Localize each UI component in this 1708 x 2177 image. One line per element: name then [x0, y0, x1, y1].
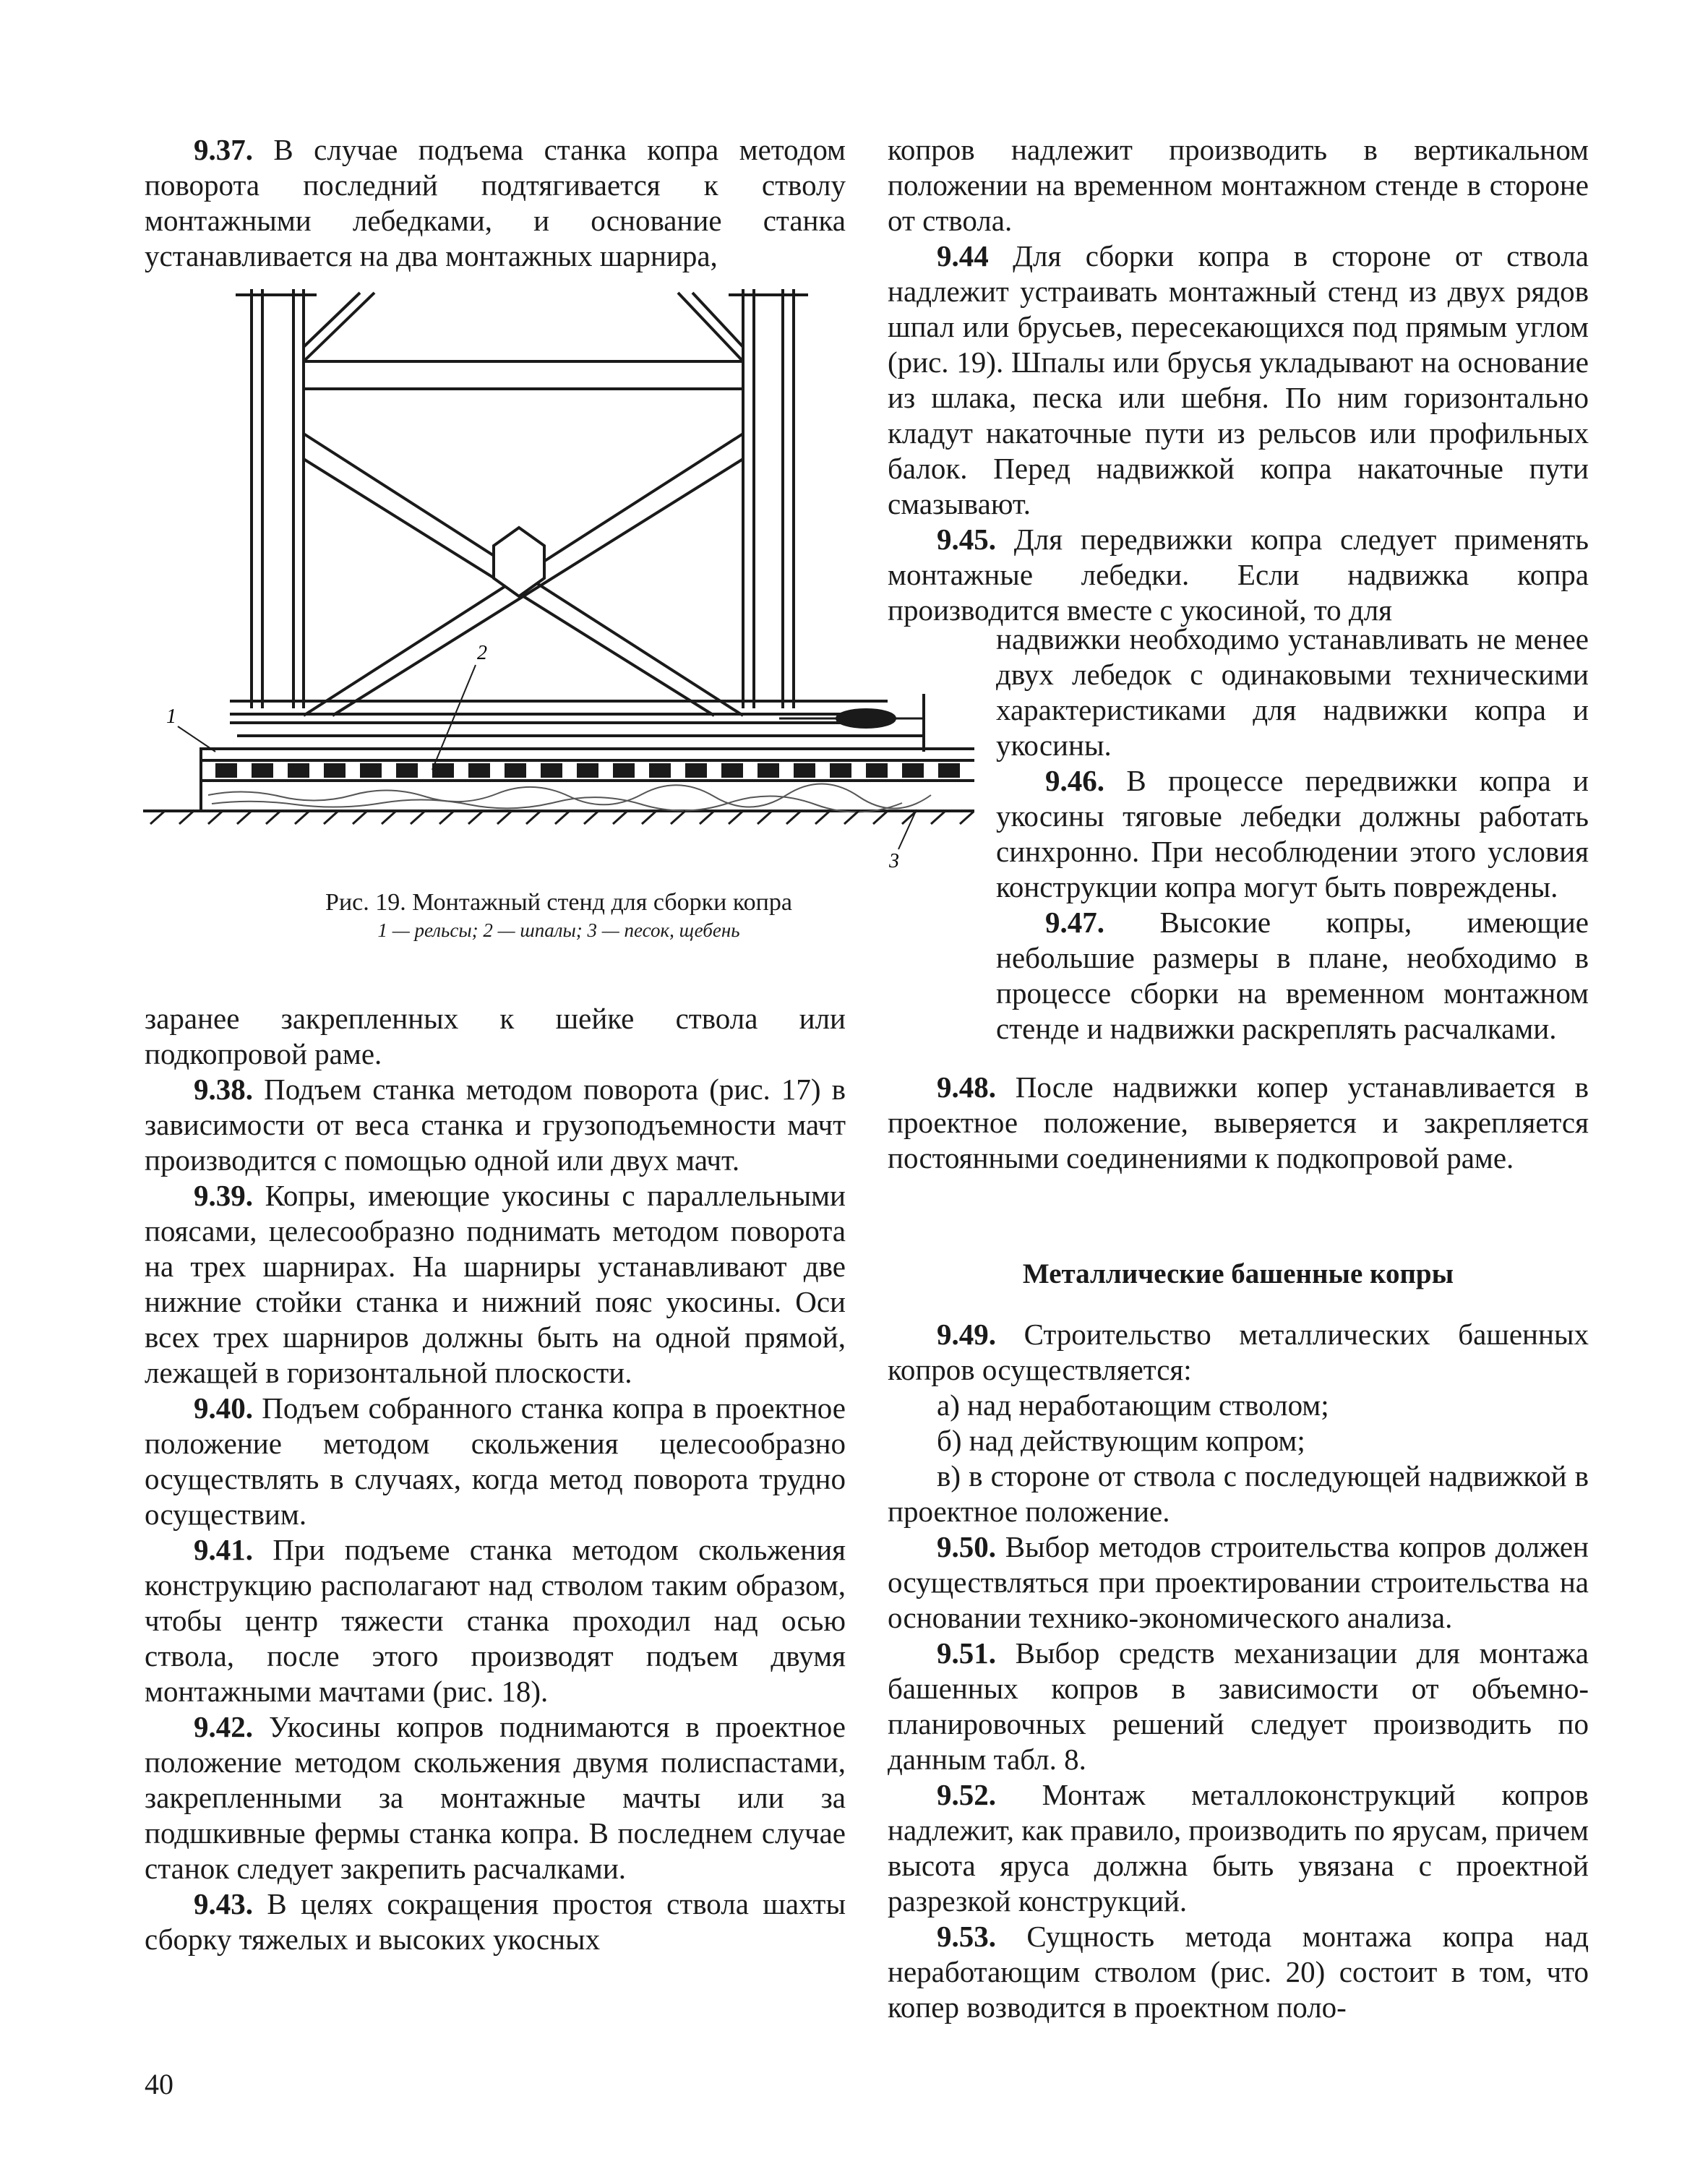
paragraph-text: При подъеме станка методом скольжения конструкцию располагают над стволом таким образом, чтобы центр тяжести станка проходил над осью ствола, после этого производят подъем двумя монтажными мачтами (рис. 18). [145, 1533, 846, 1708]
paragraph-number: 9.52. [937, 1778, 996, 1811]
paragraph-continuation: копров надлежит производить в вертикальном положении на временном монтажном стенде в стороне от ствола. [888, 133, 1589, 237]
right-column-top [888, 132, 1589, 628]
paragraph-number: 9.44 [937, 239, 989, 272]
paragraph-9-47 [996, 905, 1589, 1047]
figure-caption-legend: 1 — рельсы; 2 — шпалы; 3 — песок, щебень [377, 919, 740, 941]
paragraph-9-42 [145, 1709, 846, 1886]
list-item-b: б) над действующим копром; [937, 1424, 1305, 1457]
paragraph-number: 9.53. [937, 1920, 996, 1953]
paragraph-number: 9.47. [1045, 906, 1104, 939]
paragraph-text: Выбор средств механизации для монтажа башенных копров в зависимости от объемно-планировочных решений следует производить по данным табл. 8. [888, 1636, 1589, 1776]
paragraph-9-43 [145, 1886, 846, 1957]
section-heading: Металлические башенные копры [1022, 1258, 1454, 1289]
paragraph-number: 9.45. [937, 523, 996, 556]
paragraph-text: Выбор методов строительства копров должен осуществляться при проектировании строительства на основании технико-экономического анализа. [888, 1530, 1589, 1634]
paragraph-text: Копры, имеющие укосины с параллельными поясами, целесообразно поднимать методом поворота на трех шарнирах. На шарниры устанавливают две нижние стойки станка и нижний пояс укосины. Оси всех трех шарниров должны быть на одной прямой, лежащей в горизонтальной плоскости. [145, 1179, 846, 1389]
paragraph-text: В случае подъема станка копра методом поворота последний подтягивается к стволу монтажными лебедками, и основание станка устанавливается на два монтажных шарнира, [145, 133, 846, 272]
paragraph-9-46 [996, 763, 1589, 905]
paragraph-continuation: надвижки необходимо устанавливать не менее двух лебедок с одинаковыми техническими характеристиками для надвижки копра и укосины. [996, 622, 1589, 762]
paragraph-number: 9.49. [937, 1318, 996, 1351]
label-2: 2 [477, 642, 487, 664]
paragraph-9-49 [888, 1317, 1589, 1388]
paragraph-number: 9.41. [194, 1533, 253, 1566]
paragraph-text: Строительство металлических башенных копров осуществляется: [888, 1318, 1589, 1386]
paragraph-number: 9.38. [194, 1073, 253, 1106]
paragraph-number: 9.48. [937, 1070, 996, 1104]
figure-caption-title: Рис. 19. Монтажный стенд для сборки копра [325, 889, 792, 916]
paragraph-number: 9.42. [194, 1710, 253, 1743]
paragraph-number: 9.51. [937, 1636, 996, 1670]
paragraph-number: 9.37. [194, 133, 253, 166]
paragraph-9-51 [888, 1636, 1589, 1777]
paragraph-number: 9.39. [194, 1179, 253, 1212]
paragraph-text: Для передвижки копра следует применять монтажные лебедки. Если надвижка копра производится вместе с укосиной, то для [888, 523, 1589, 627]
paragraph-text: Подъем станка методом поворота (рис. 17) в зависимости от веса станка и грузоподъемности мачт производится с помощью одной или двух мачт. [145, 1073, 846, 1177]
left-column-bottom [145, 1001, 846, 1957]
label-3: 3 [889, 850, 899, 872]
paragraph-9-39 [145, 1178, 846, 1391]
paragraph-text: В процессе передвижки копра и укосины тяговые лебедки должны работать синхронно. При несоблюдении этого условия конструкции копра могут быть повреждены. [996, 764, 1589, 903]
list-item-a: а) над неработающим стволом; [937, 1388, 1329, 1422]
paragraph-text: Сущность метода монтажа копра над неработающим стволом (рис. 20) состоит в том, что копер возводится в проектном поло- [888, 1920, 1589, 2024]
paragraph-9-45 [888, 522, 1589, 628]
paragraph-text: Подъем собранного станка копра в проектное положение методом скольжения целесообразно осуществлять в случаях, когда метод поворота трудно осуществим. [145, 1391, 846, 1531]
paragraph-9-40 [145, 1391, 846, 1532]
paragraph-9-48 [888, 1070, 1589, 1176]
paragraph-text: Укосины копров поднимаются в проектное положение методом скольжения двумя полиспастами, закрепленными за монтажные мачты или за подшкивные фермы станка копра. В последнем случае станок следует закрепить расчалками. [145, 1710, 846, 1885]
paragraph-9-38 [145, 1072, 846, 1178]
paragraph-text: Высокие копры, имеющие небольшие размеры в плане, необходимо в процессе сборки на временном монтажном стенде и надвижки раскреплять расчалками. [996, 906, 1589, 1045]
paragraph-9-52 [888, 1777, 1589, 1919]
paragraph-text: В целях сокращения простоя ствола шахты сборку тяжелых и высоких укосных [145, 1887, 846, 1956]
right-column-bottom [888, 1317, 1589, 2025]
label-1: 1 [166, 705, 176, 728]
paragraph-number: 9.50. [937, 1530, 996, 1563]
paragraph-text: После надвижки копер устанавливается в проектное положение, выверяется и закрепляется постоянными соединениями к подкопровой раме. [888, 1070, 1589, 1175]
paragraph-9-37 [145, 132, 846, 274]
paragraph-9-50 [888, 1529, 1589, 1636]
paragraph-number: 9.40. [194, 1391, 253, 1425]
paragraph-number: 9.46. [1045, 764, 1104, 797]
paragraph-9-41 [145, 1532, 846, 1709]
paragraph-number: 9.43. [194, 1887, 253, 1920]
left-column-top [145, 132, 846, 274]
paragraph-9-53 [888, 1919, 1589, 2025]
paragraph-text: Монтаж металлоконструкций копров надлежит, как правило, производить по ярусам, причем высота яруса должна быть увязана с проектной разрезкой конструкций. [888, 1778, 1589, 1918]
page-number: 40 [145, 2068, 173, 2100]
paragraph-9-44 [888, 239, 1589, 522]
list-item-c: в) в стороне от ствола с последующей надвижкой в проектное положение. [888, 1459, 1589, 1528]
paragraph-continuation: заранее закрепленных к шейке ствола или подкопровой раме. [145, 1002, 846, 1070]
right-column-mid [888, 1070, 1589, 1176]
figure-19-mounting-stand [143, 289, 974, 875]
right-column-narrow [996, 622, 1589, 1047]
paragraph-text: Для сборки копра в стороне от ствола надлежит устраивать монтажный стенд из двух рядов шпал или брусьев, пересекающихся под прямым углом (рис. 19). Шпалы или брусья укладывают на основание из шлака, песка или шебня. По ним горизонтально кладут накаточные пути из рельсов или профильных балок. Перед надвижкой копра накаточные пути смазывают. [888, 239, 1589, 520]
